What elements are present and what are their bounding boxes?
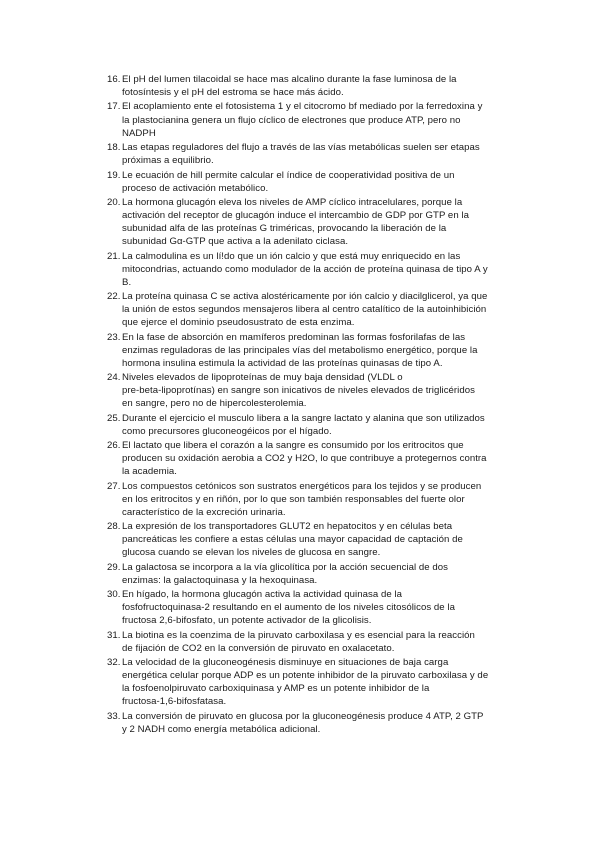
statement-item [107,250,541,289]
statement-number: 30. [107,589,121,601]
statement-number: 16. [107,74,121,85]
statement-text-line: En la fase de absorción en mamíferos predominan las formas fosforilafas de las [122,331,466,343]
statement-item [107,100,541,139]
statement-text-line: producen su oxidación aerobia a CO2 y H2O, lo que contribuye a protegernos contra [122,453,487,465]
statement-text-line: enzimas: la galactoquinasa y la hexoquinasa. [122,574,318,586]
statement-text-line: en sangre, pero no de hipercolesterolemia. [122,398,307,410]
statement-text-line: hormona insulina estimula la actividad de las proteínas quinasas de tipo A. [122,357,443,369]
statement-item [107,588,541,627]
statement-text-line: la fosfoenolpiruvato carboxiquinasa y AMP es un potente inhibidor de la [122,683,430,695]
statement-text-line: fosfofructoquinasa-2 resultando en el aumento de los niveles citosólicos de la [122,602,455,614]
statement-text-line: La hormona glucagón eleva los niveles de AMP cíclico intracelulares, porque la [122,196,463,208]
statement-text-line: subunidad Gα-GTP que activa a la adenilato ciclasa. [122,236,349,248]
statement-text-line: El acoplamiento ente el fotosistema 1 y el citocromo bf mediado por la ferredoxina y [122,101,483,113]
statement-text-line: B. [122,276,132,288]
statement-text-line: enzimas reguladoras de las principales vías del metabolismo energético, porque la [122,344,478,356]
statement-item [107,331,541,370]
statement-item [107,73,541,99]
statement-text-line: Niveles elevados de lipoproteínas de muy baja densidad (VLDL o [122,372,403,384]
statement-text-line: La velocidad de la gluconeogénesis disminuye en situaciones de baja carga [122,657,449,669]
statement-text-line: energética celular porque ADP es un potente inhibidor de la piruvato carboxilasa y de [122,670,489,682]
statement-text-line: característico de la excreción urinaria. [122,506,286,518]
statement-number: 23. [107,331,121,343]
statement-item [107,371,541,410]
statement-text-line: El lactato que libera el corazón a la sangre es consumido por los eritrocitos que [122,440,464,452]
statement-number: 25. [107,412,121,424]
statement-number: 32. [107,657,121,669]
statement-text-line: en los eritrocitos y en riñón, por lo que son también responsables del fuerte olor [122,493,465,505]
statement-text-line: La biotina es la coenzima de la piruvato carboxilasa y es esencial para la reacción [122,629,475,641]
statement-text-line: glucosa cuando se elevan los niveles de glucosa en sangre. [122,547,381,559]
statement-number: 27. [107,480,121,492]
statement-text-line: La proteína quinasa C se activa alostéricamente por ión calcio y diacilglicerol, ya que [122,291,488,303]
statement-item [107,520,541,559]
statement-number: 33. [107,710,121,722]
statement-number: 29. [107,561,121,573]
statement-text-line: la plastocianina genera un flujo cíclico de electrones que produce ATP, pero no [122,114,461,126]
statement-text-line: proceso de activación metabólico. [122,182,269,194]
statement-text-line: Durante el ejercicio el musculo libera a la sangre lactato y alanina que son utilizados [122,412,485,424]
statement-text-line: pancreáticas les confiere a estas células una mayor capacidad de captación de [122,534,463,546]
statement-item [107,561,541,587]
statement-text-line: Los compuestos cetónicos son sustratos energéticos para los tejidos y se producen [122,480,482,492]
statement-text-line: pre-beta-lipoprotínas) en sangre son inicativos de niveles elevados de triglicéridos [122,385,475,397]
statement-text-line: y 2 NADH como energía metabólica adicional. [122,723,321,735]
statement-text-line: subunidad alfa de las proteínas G triméricas, provocando la liberación de la [122,223,447,235]
statement-text-line: fructosa-1,6-bifosfatasa. [122,696,227,708]
statement-text-line: La conversión de piruvato en glucosa por la gluconeogénesis produce 4 ATP, 2 GTP [122,710,484,722]
statement-text-line: la academia. [122,466,177,478]
statement-text-line: como precursores gluconeogéicos por el hígado. [122,425,332,437]
statement-item [107,439,541,478]
statement-item [107,169,541,195]
statement-text-line: próximas a equilibrio. [122,155,214,167]
statement-text-line: la unión de estos segundos mensajeros libera al centro catalítico de la autoinhibición [122,304,487,316]
statement-number: 18. [107,142,121,154]
statement-number: 22. [107,291,121,303]
statement-text-line: fotosíntesis y el pH del estroma se hace más ácido. [122,87,344,99]
statement-item [107,710,541,736]
statement-text-line: mitocondrias, actuando como modulador de la acción de proteína quinasa de tipo A y [122,263,488,275]
statement-item [107,412,541,438]
statement-text-line: activación del receptor de glucagón induce el intercambio de GDP por GTP en la [122,210,469,222]
statement-item [107,290,541,329]
statement-text-line: La expresión de los transportadores GLUT2 en hepatocitos y en células beta [122,521,453,533]
statement-number: 17. [107,101,121,113]
statement-text-line: fructosa 2,6-bifosfato, un potente activador de la glicolisis. [122,615,372,627]
statement-text-line: En hígado, la hormona glucagón activa la actividad quinasa de la [122,589,403,601]
statement-number: 20. [107,196,121,208]
statement-item [107,656,541,708]
statement-number: 21. [107,250,121,262]
statement-number: 28. [107,521,121,533]
statement-item [107,480,541,519]
statement-text-line: La calmodulina es un lí!do que un ión calcio y que está muy enriquecido en las [122,250,461,262]
statement-number: 24. [107,372,121,384]
statement-text-line: que ejerce el dominio pseudosustrato de esta enzima. [122,317,355,329]
statement-number: 31. [107,629,121,641]
statement-number: 19. [107,169,121,181]
statement-text-line: de fijación de CO2 en la conversión de piruvato en oxalacetato. [122,642,395,654]
statement-text-line: Las etapas reguladores del flujo a través de las vías metabólicas suelen ser etapas [122,142,480,154]
statement-text-line: Le ecuación de hill permite calcular el índice de cooperatividad positiva de un [122,169,455,181]
statement-item [107,141,541,167]
statement-text-line: El pH del lumen tilacoidal se hace mas alcalino durante la fase luminosa de la [122,74,457,85]
statement-text-line: La galactosa se incorpora a la vía glicolítica por la acción secuencial de dos [122,561,449,573]
statement-list [107,73,541,737]
statement-number: 26. [107,440,121,452]
statement-item [107,196,541,248]
statement-text-line: NADPH [122,127,156,139]
statement-item [107,629,541,655]
